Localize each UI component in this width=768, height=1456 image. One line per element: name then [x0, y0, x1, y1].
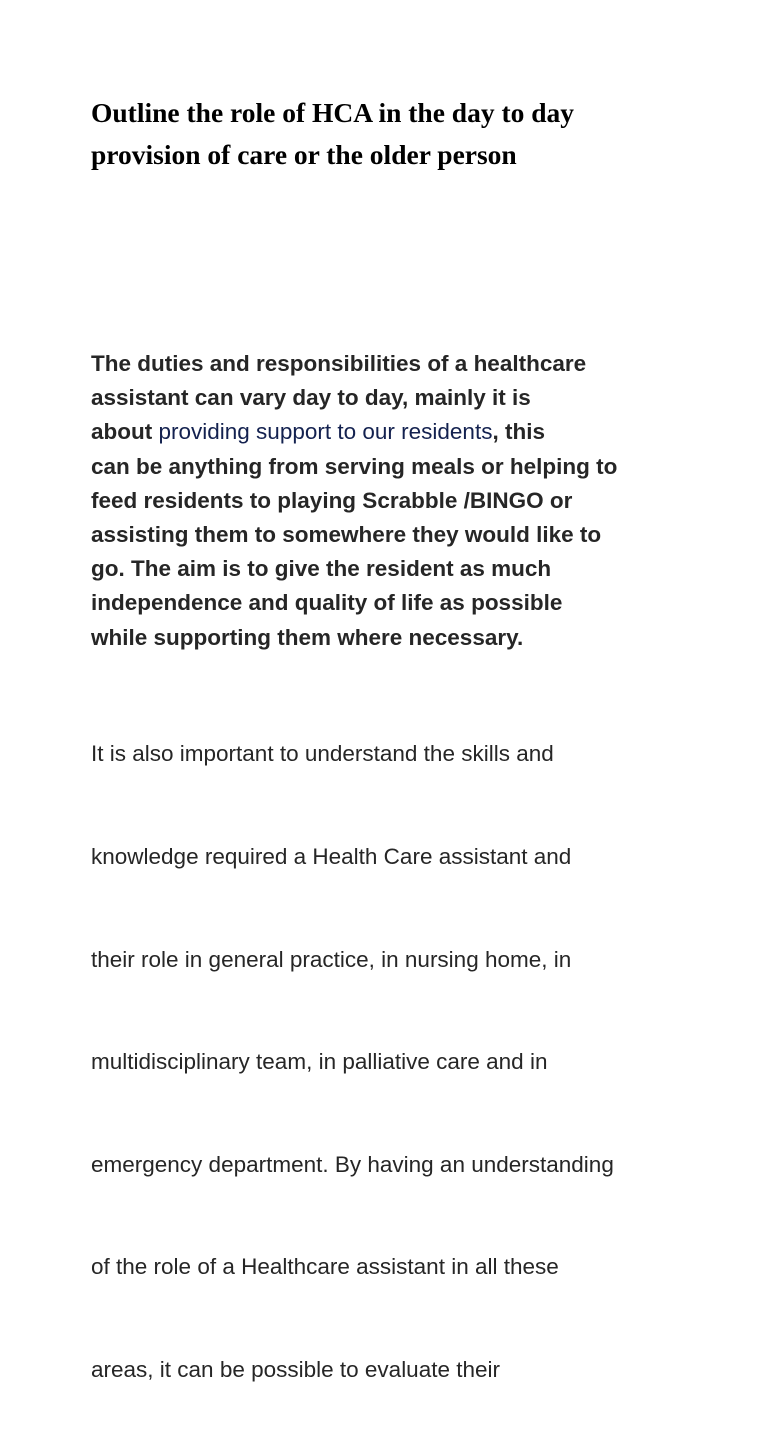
duties-paragraph — [91, 347, 691, 655]
paragraph-line: knowledge required a Health Care assistant and — [91, 844, 572, 870]
providing-support-link[interactable]: providing support to our residents — [158, 419, 493, 445]
paragraph-line: assistant can vary day to day, mainly it is — [91, 385, 531, 411]
line-prefix: about — [91, 419, 159, 445]
title-line: Outline the role of HCA in the day to day — [91, 97, 575, 128]
title-line: provision of care or the older person — [91, 139, 517, 170]
paragraph-line: areas, it can be possible to evaluate their — [91, 1357, 500, 1383]
paragraph-line: independence and quality of life as possible — [91, 590, 563, 616]
paragraph-line: The duties and responsibilities of a healthcare — [91, 351, 587, 376]
paragraph-line: of the role of a Healthcare assistant in all these — [91, 1254, 559, 1280]
skills-paragraph — [91, 669, 691, 1456]
paragraph-line: feed residents to playing Scrabble /BINGO or — [91, 487, 573, 513]
paragraph-line: their role in general practice, in nursing home, in — [91, 946, 572, 972]
paragraph-line: multidisciplinary team, in palliative care and in — [91, 1049, 548, 1075]
paragraph-line: emergency department. By having an understanding — [91, 1151, 614, 1177]
document-title — [91, 92, 691, 176]
paragraph-line — [91, 415, 691, 449]
paragraph-line: It is also important to understand the skills and — [91, 741, 554, 767]
paragraph-line: go. The aim is to give the resident as much — [91, 556, 552, 582]
paragraph-line: can be anything from serving meals or helping to — [91, 453, 618, 479]
paragraph-line: assisting them to somewhere they would like to — [91, 522, 602, 548]
line-suffix: , this — [492, 419, 545, 445]
paragraph-line: while supporting them where necessary. — [91, 624, 524, 650]
